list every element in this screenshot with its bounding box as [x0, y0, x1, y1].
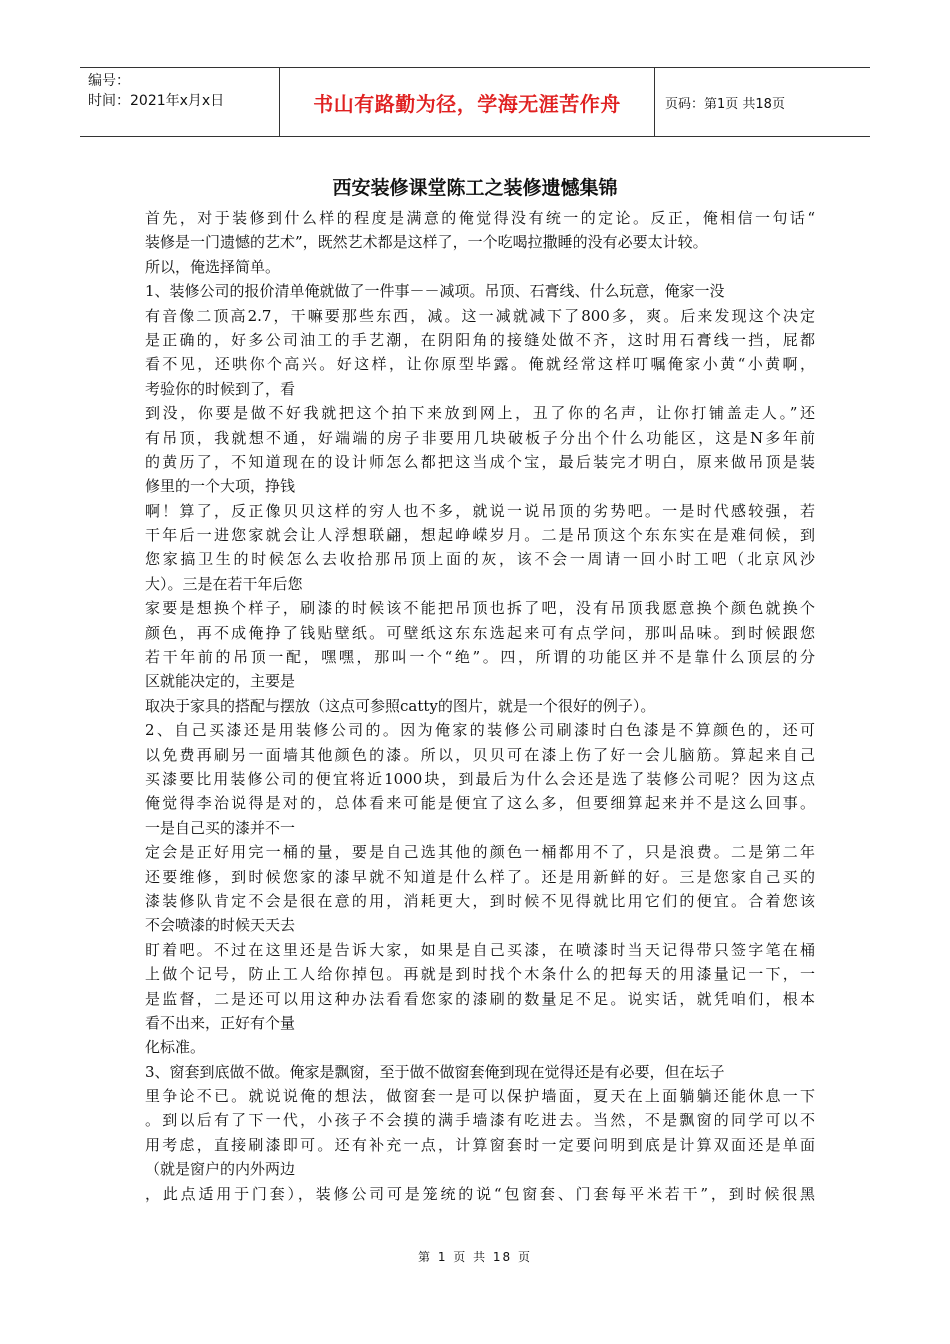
body-line: 俺觉得李治说得是对的，总体看来可能是便宜了这么多，但要细算起来并不是这么回事。	[145, 794, 815, 813]
body-line: 首先，对于装修到什么样的程度是满意的俺觉得没有统一的定论。反正，俺相信一句话“	[145, 209, 815, 227]
body-line: ，此点适用于门套），装修公司可是笼统的说“包窗套、门套每平米若干”，到时候很黑	[145, 1184, 815, 1203]
body-line: 啊！算了，反正像贝贝这样的穷人也不多，就说一说吊顶的劣势吧。一是时代感较强，若	[145, 501, 815, 520]
body-line: 买漆要比用装修公司的便宜将近1000块，到最后为什么会还是选了装修公司呢？因为这点	[145, 769, 815, 788]
body-line: 看不出来，正好有个量	[145, 1013, 296, 1032]
body-line: 有吊顶，我就想不通，好端端的房子非要用几块破板子分出个什么功能区，这是N多年前	[145, 428, 815, 447]
document-number-label: 编号：	[88, 73, 130, 89]
body-line: 化标准。	[145, 1038, 206, 1057]
body-line: 颜色，再不成俺挣了钱贴壁纸。可壁纸这东东选起来可有点学问，那叫品味。到时候跟您	[145, 623, 815, 642]
body-line: 考验你的时候到了，看	[145, 379, 296, 398]
body-line: 看不见，还哄你个高兴。好这样，让你原型毕露。俺就经常这样叮嘱俺家小黄“小黄啊，	[145, 355, 815, 374]
body-line: 若干年前的吊顶一配，嘿嘿，那叫一个“绝”。四，所谓的功能区并不是靠什么顶层的分	[145, 648, 815, 667]
page-footer: 第 1 页 共 18 页	[418, 1250, 532, 1264]
document-time-label: 时间：2021年x月x日	[88, 93, 225, 109]
body-line: 上做个记号，防止工人给你掉包。再就是到时找个木条什么的把每天的用漆量记一下，一	[145, 965, 815, 984]
header-motto: 书山有路勤为径，学海无涯苦作舟	[280, 68, 655, 136]
body-line: 盯着吧。不过在这里还是告诉大家，如果是自己买漆，在喷漆时当天记得带只签字笔在桶	[145, 940, 815, 959]
header-page-info: 页码：第1页 共18页	[665, 96, 785, 112]
document-body	[145, 206, 815, 1206]
body-line: 1、装修公司的报价清单俺就做了一件事－－减项。吊顶、石膏线、什么玩意，俺家一没	[145, 282, 725, 301]
body-line: 是正确的，好多公司油工的手艺潮，在阴阳角的接缝处做不齐，这时用石膏线一挡，屁都	[145, 330, 815, 349]
document-title: 西安装修课堂陈工之装修遗憾集锦	[332, 177, 618, 199]
body-line: （就是窗户的内外两边	[145, 1160, 296, 1179]
body-line: 大）。三是在若干年后您	[145, 574, 303, 593]
body-line: 干年后一进您家就会让人浮想联翩，想起峥嵘岁月。二是吊顶这个东东实在是难伺候，到	[145, 526, 815, 545]
body-line: 。到以后有了下一代，小孩子不会摸的满手墙漆有吃进去。当然，不是飘窗的同学可以不	[145, 1111, 815, 1130]
body-line: 的黄历了，不知道现在的设计师怎么都把这当成个宝，最后装完才明白，原来做吊顶是装	[145, 452, 815, 471]
body-line: 2、自己买漆还是用装修公司的。因为俺家的装修公司刷漆时白色漆是不算颜色的，还可	[145, 721, 815, 740]
body-line: 您家搞卫生的时候怎么去收拾那吊顶上面的灰，该不会一周请一回小时工吧（北京风沙	[145, 550, 815, 569]
body-line: 定会是正好用完一桶的量，要是自己选其他的颜色一桶都用不了，只是浪费。二是第二年	[145, 843, 815, 862]
body-line: 以免费再刷另一面墙其他颜色的漆。所以，贝贝可在漆上伤了好一会儿脑筋。算起来自己	[145, 745, 815, 764]
body-line: 所以，俺选择简单。	[145, 257, 281, 276]
body-line: 里争论不已。就说说俺的想法，做窗套一是可以保护墙面，夏天在上面躺躺还能休息一下	[145, 1087, 815, 1106]
body-line: 到没，你要是做不好我就把这个拍下来放到网上，丑了你的名声，让你打铺盖走人。”还	[145, 404, 815, 423]
body-line: 修里的一个大项，挣钱	[145, 477, 296, 496]
body-line: 取决于家具的搭配与摆放（这点可参照catty的图片，就是一个很好的例子）。	[145, 696, 656, 715]
body-line: 装修是一门遗憾的艺术”，既然艺术都是这样了，一个吃喝拉撒睡的没有必要太计较。	[145, 233, 708, 252]
body-line: 不会喷漆的时候天天去	[145, 916, 296, 935]
body-line: 还要维修，到时候您家的漆早就不知道是什么样了。还是用新鲜的好。三是您家自己买的	[145, 867, 815, 886]
body-line: 一是自己买的漆并不一	[145, 818, 296, 837]
body-line: 漆装修队肯定不会是很在意的用，消耗更大，到时候不见得就比用它们的便宜。合着您该	[145, 891, 815, 910]
body-line: 3、窗套到底做不做。俺家是飘窗，至于做不做窗套俺到现在觉得还是有必要，但在坛子	[145, 1062, 725, 1081]
body-line: 家要是想换个样子，刷漆的时候该不能把吊顶也拆了吧，没有吊顶我愿意换个颜色就换个	[145, 599, 815, 618]
body-line: 有音像二顶高2.7，干嘛要那些东西，减。这一减就减下了800多，爽。后来发现这个决定	[145, 306, 815, 325]
header-meta	[80, 68, 280, 136]
body-line: 用考虑，直接刷漆即可。还有补充一点，计算窗套时一定要问明到底是计算双面还是单面	[145, 1135, 815, 1154]
page-header	[80, 67, 870, 137]
body-line: 是监督，二是还可以用这种办法看看您家的漆刷的数量足不足。说实话，就凭咱们，根本	[145, 989, 815, 1008]
body-line: 区就能决定的，主要是	[145, 672, 296, 691]
